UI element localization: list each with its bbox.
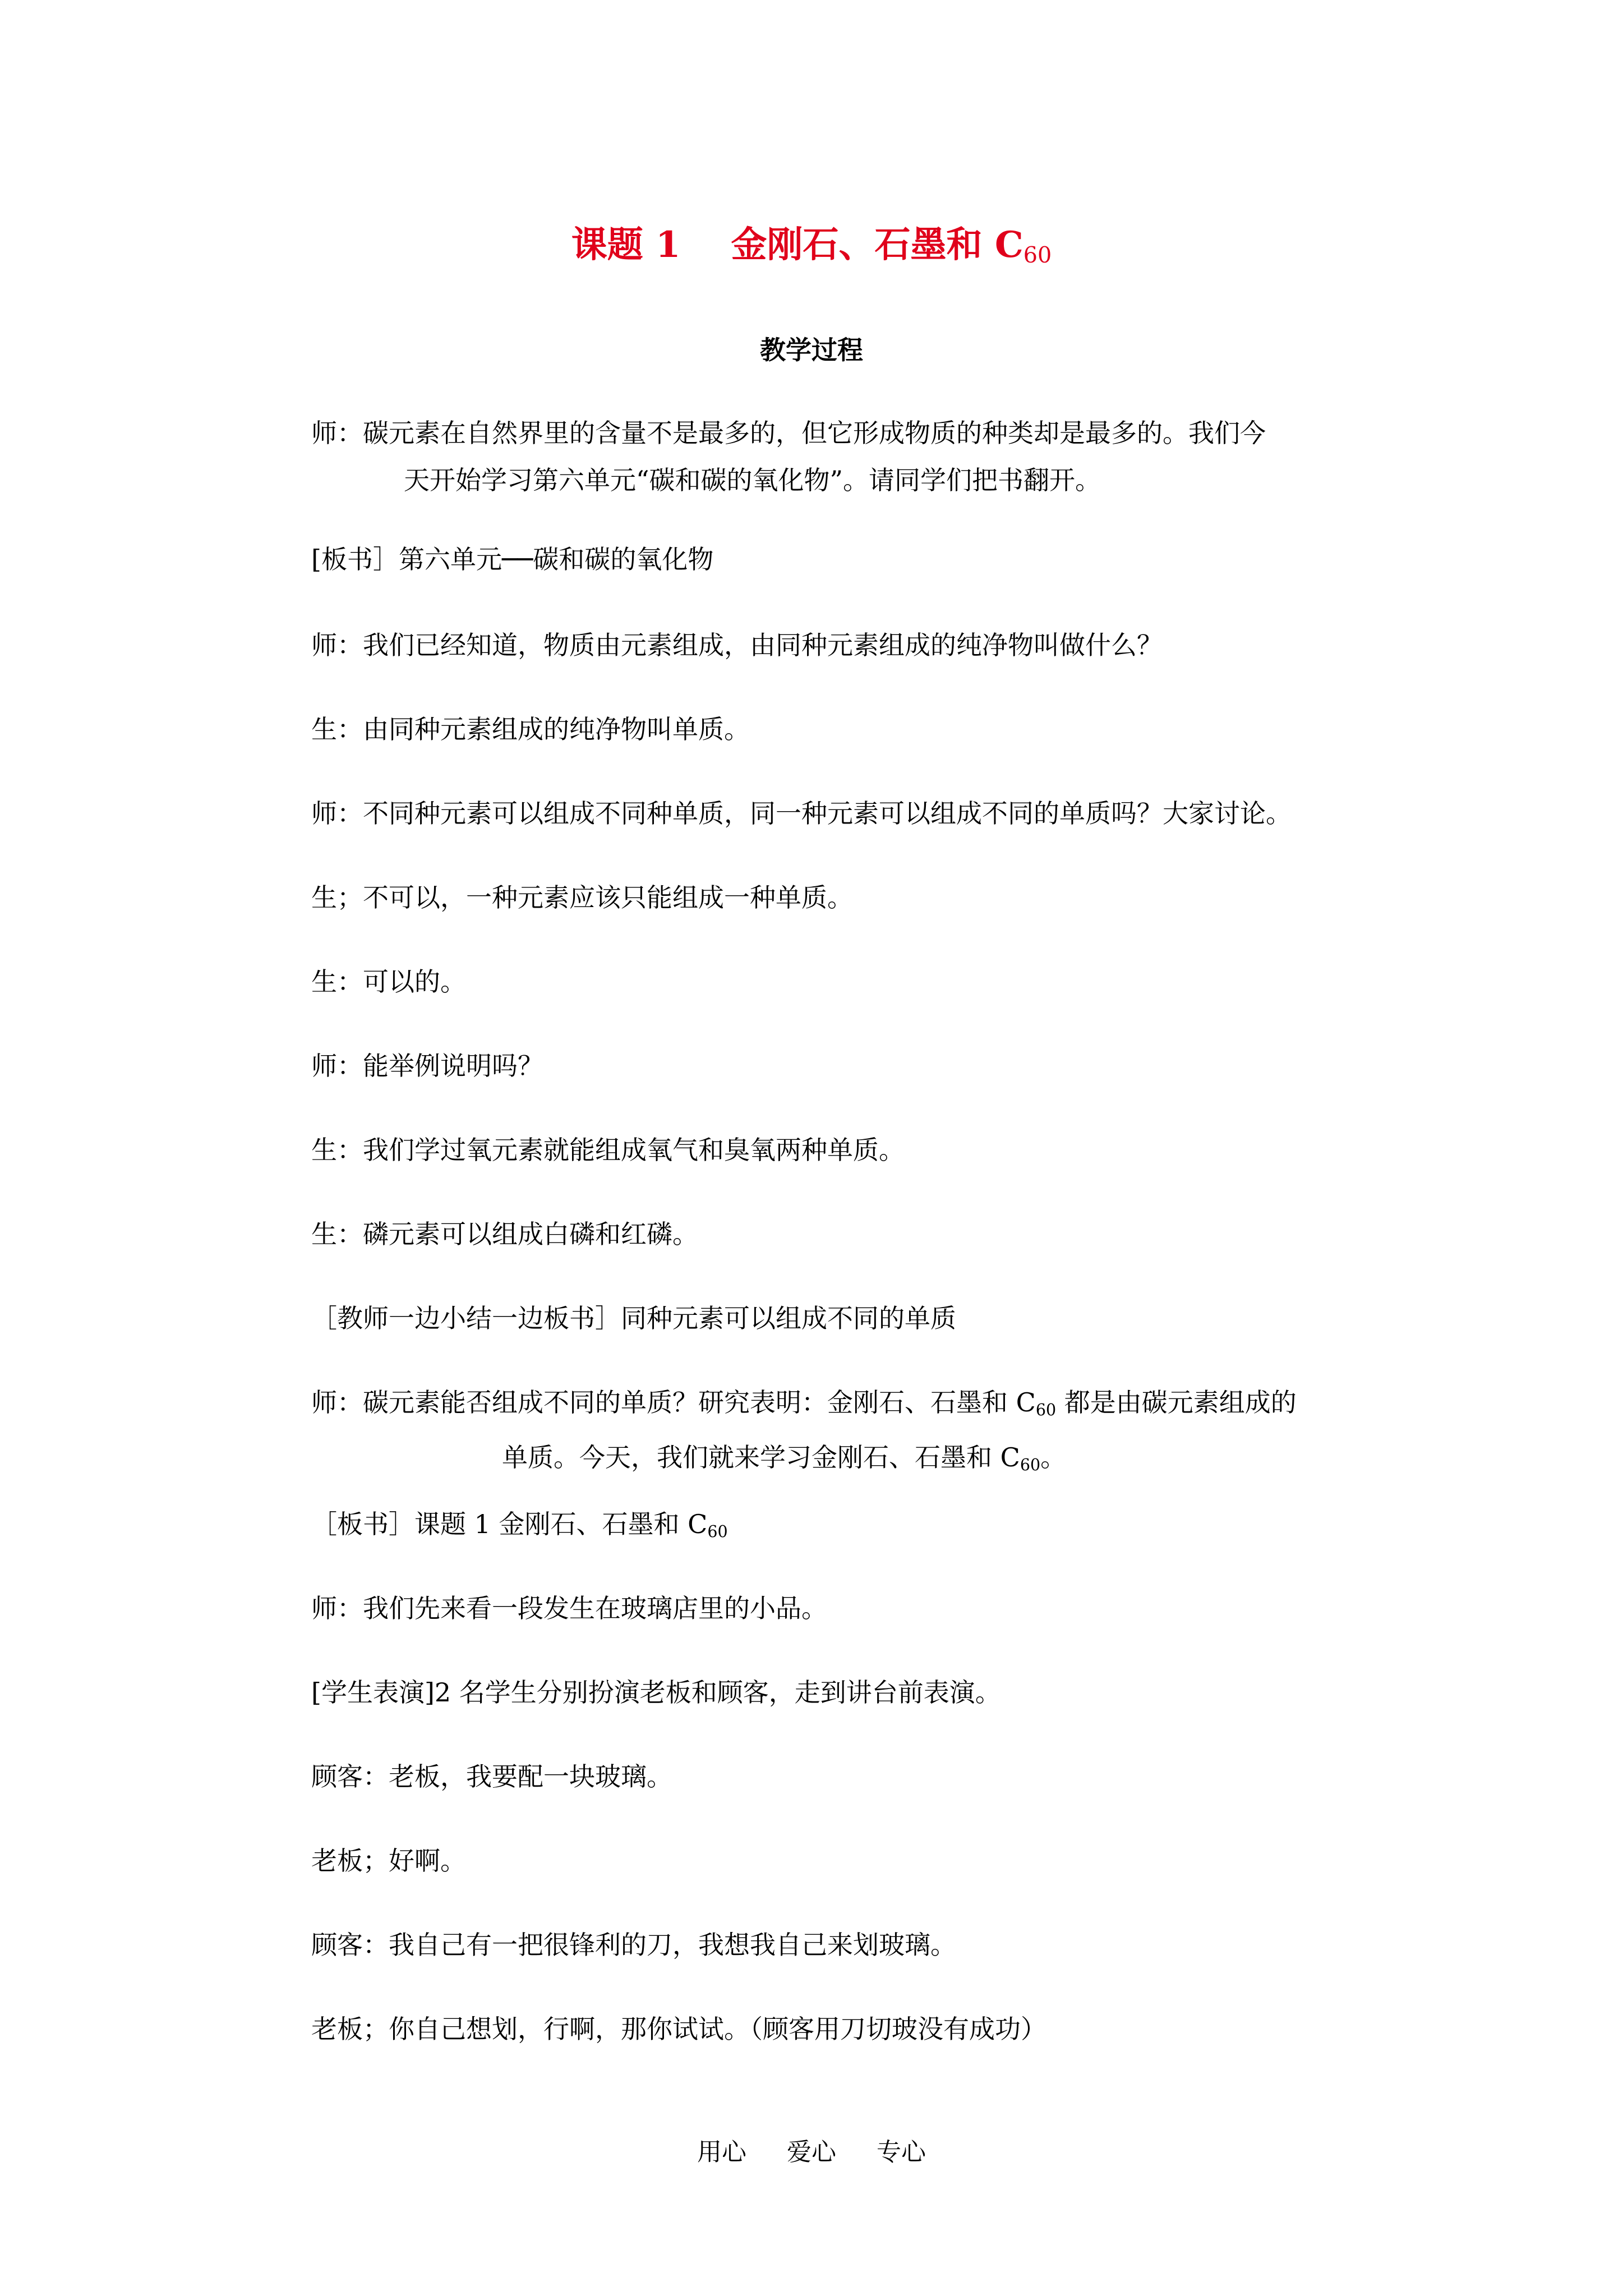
title-prefix: 课题 1 <box>571 224 681 266</box>
paragraph-9: 生：我们学过氧元素就能组成氧气和臭氧两种单质。 <box>311 1135 905 1165</box>
paragraph-7: 生：可以的。 <box>311 967 466 997</box>
paragraph-14: 师：我们先来看一段发生在玻璃店里的小品。 <box>311 1593 827 1623</box>
subscript: 60 <box>1020 1456 1041 1475</box>
paragraph-10: 生：磷元素可以组成白磷和红磷。 <box>311 1219 698 1249</box>
title-main: 金刚石、石墨和 C <box>731 224 1023 266</box>
subscript: 60 <box>1035 1401 1057 1420</box>
paragraph-15: [学生表演]2 名学生分别扮演老板和顾客，走到讲台前表演。 <box>311 1677 1001 1708</box>
paragraph-11: ［教师一边小结一边板书］同种元素可以组成不同的单质 <box>311 1303 956 1333</box>
title-subscript: 60 <box>1023 242 1052 268</box>
section-heading: 教学过程 <box>760 335 863 365</box>
paragraph-1 <box>311 409 1377 504</box>
footer-word: 用心 <box>697 2138 746 2166</box>
footer-word: 爱心 <box>787 2138 836 2166</box>
paragraph-4: 生：由同种元素组成的纯净物叫单质。 <box>311 714 750 744</box>
footer-word: 专心 <box>877 2138 926 2166</box>
paragraph-8: 师：能举例说明吗？ <box>311 1051 543 1081</box>
paragraph-19: 老板；你自己想划，行啊，那你试试。（顾客用刀切玻没有成功） <box>311 2014 1046 2044</box>
paragraph-12 <box>311 1379 1377 1489</box>
paragraph-13 <box>311 1501 1377 1556</box>
paragraph-16: 顾客：老板，我要配一块玻璃。 <box>311 1761 672 1792</box>
paragraph-line: 天开始学习第六单元“碳和碳的氧化物”。请同学们把书翻开。 <box>404 465 1101 495</box>
paragraph-text: 单质。今天，我们就来学习金刚石、石墨和 C <box>502 1442 1020 1473</box>
paragraph-text: 。 <box>1040 1442 1067 1473</box>
page-footer <box>0 2132 1623 2168</box>
paragraph-17: 老板；好啊。 <box>311 1846 466 1876</box>
paragraph-text: ［板书］课题 1 金刚石、石墨和 C <box>311 1509 708 1539</box>
paragraph-5: 师：不同种元素可以组成不同种单质，同一种元素可以组成不同的单质吗？大家讨论。 <box>311 798 1292 829</box>
document-title <box>0 216 1623 268</box>
paragraph-18: 顾客：我自己有一把很锋利的刀，我想我自己来划玻璃。 <box>311 1930 956 1960</box>
paragraph-line <box>311 1434 1377 1489</box>
paragraph-text: 都是由碳元素组成的 <box>1056 1387 1297 1418</box>
paragraph-line: 师：碳元素在自然界里的含量不是最多的，但它形成物质的种类却是最多的。我们今 <box>311 418 1266 448</box>
subscript: 60 <box>707 1522 728 1542</box>
paragraph-text: 师：碳元素能否组成不同的单质？研究表明：金刚石、石墨和 C <box>311 1387 1036 1418</box>
paragraph-6: 生；不可以，一种元素应该只能组成一种单质。 <box>311 882 853 913</box>
paragraph-2: [板书］第六单元──碳和碳的氧化物 <box>311 544 714 574</box>
paragraph-3: 师：我们已经知道，物质由元素组成，由同种元素组成的纯净物叫做什么？ <box>311 630 1163 660</box>
